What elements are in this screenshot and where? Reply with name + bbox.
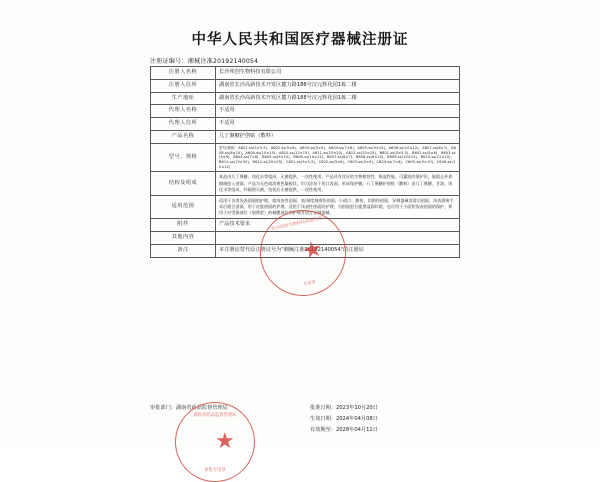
- agency-seal-icon: 湖南省药品监督管理局 ★ 审批专用章: [175, 402, 255, 482]
- company-seal-bottom-text: 专用章: [302, 280, 317, 288]
- row-value: 湖南省长沙高新技术开发区麓力路188号汉元辉化园1栋二楼: [216, 92, 460, 105]
- row-label: 备注: [151, 244, 216, 257]
- row-value: 本注册证替代原注册证号为"湘械注准20192140054"的注册证: [216, 244, 460, 257]
- table-row: [151, 118, 460, 131]
- row-value: 不适用: [216, 105, 460, 118]
- issue-date-value: 2023年10月20日: [335, 405, 378, 411]
- certificate-table: [150, 66, 460, 258]
- table-row: [151, 232, 460, 245]
- row-label: 生产地址: [151, 92, 216, 105]
- row-value: 几丁聚糖护创贴（敷料）: [216, 130, 460, 143]
- row-label: 产品名称: [151, 130, 216, 143]
- certificate-footer: [150, 404, 460, 437]
- table-row: [151, 172, 460, 195]
- effective-date-label: 生效日期：: [310, 416, 336, 422]
- page-title: 中华人民共和国医疗器械注册证: [191, 31, 409, 48]
- row-value: 产品技术要求: [216, 219, 460, 232]
- row-label: 注册人住所: [151, 79, 216, 92]
- row-label: 其他内容: [151, 232, 216, 245]
- table-row: [151, 92, 460, 105]
- row-label: 适用范围: [151, 195, 216, 218]
- company-seal-top-text: 长沙邦创生物科技有限公司: [271, 216, 323, 232]
- table-row: [151, 79, 460, 92]
- expiry-date-label: 有效期至：: [310, 427, 336, 433]
- row-label: 结构及组成: [151, 172, 216, 195]
- row-label: 代理人住所: [151, 118, 216, 131]
- row-value: 适用于各类浅表创面的护理，如浅表性创面、表浅Ⅰ度烧烫伤创面、小创口、擦伤、切割伤创面、穿刺器械消毒后创面，浅表溃疡手术后缝合创面，用于皮肤创面的护理。适用于浅表性创面的护理，为创面愈合提供湿润环境，也可用于小面积浅表创面的保护，和用于对受损部位（如鼻腔）的黏膜部位的护理并固定穿刺器械。: [216, 195, 460, 218]
- row-value: 不适用: [216, 118, 460, 131]
- row-value: 本品由几丁聚糖、纯化水等组成，无菌提供，一次性使用。产品具有良好的生物相容性、吸湿性能、可灌流的保护层，能阻止外界细菌侵入创面。产品为无色或淡黄色凝胶状，均匀涂布于伤口表面，形成保护膜。几丁聚糖护创贴（敷料）由几丁聚糖、甘油、纯化水等组成，经辐照灭菌，包装后无菌提供，一次性使用。: [216, 172, 460, 195]
- effective-date-value: 2024年04月08日: [335, 416, 378, 422]
- row-value: 型号/规格：A601-ss(5×5.5)、A602-ss(5×6)、A603-ss(5×9)、A604-ss(7×8)、A605-ss(9×10)、A606-ss(10×12)、A607-ss(6×7)、A608-ss(8×10)、A609-ss(10×15)、A610-ss(12×15)、A611-ss(15×20)、A612-ss(20×25)、B601-ss(5×5.5)、B602-ss(5×6)、B603-ss(5×9)、B604-ss(7×8)、B605-ss(9×10)、B606-ss(10×12)、B607-ss(6×7)、B608-ss(8×10)、B609-ss(10×15)、B610-ss(12×15)、B611-ss(15×20)、B612-ss(20×25)、C601-ss(5×5.5)、C602-ss(5×6)、C603-ss(5×9)、C604-ss(7×8)、C605-ss(9×10)、C606-ss(10×12): [216, 143, 460, 172]
- issue-date-label: 批准日期：: [310, 405, 336, 411]
- table-row: [151, 105, 460, 118]
- table-row: [151, 67, 460, 80]
- table-row: [151, 244, 460, 257]
- table-row: [151, 219, 460, 232]
- row-label: 注册人名称: [151, 67, 216, 80]
- table-row: [151, 195, 460, 218]
- row-value: 湖南省长沙高新技术开发区麓力路188号汉元辉化园1栋二楼: [216, 79, 460, 92]
- approval-department-value: 湖南省药品监督管理局: [175, 405, 228, 411]
- agency-seal-top-text: 湖南省药品监督管理局: [193, 413, 237, 418]
- expiry-date-value: 2028年04月11日: [335, 427, 378, 433]
- row-label: 代理人名称: [151, 105, 216, 118]
- registration-number: 注册证编号：湘械注准20192140054: [150, 58, 259, 65]
- row-value: 长沙邦创生物科技有限公司: [216, 67, 460, 80]
- row-value: [216, 232, 460, 245]
- agency-seal-bottom-text: 审批专用章: [204, 468, 226, 473]
- approval-department-label: 审批部门：: [150, 405, 176, 411]
- row-label: 型号、规格: [151, 143, 216, 172]
- table-row: [151, 143, 460, 172]
- table-row: [151, 130, 460, 143]
- row-label: 附件: [151, 219, 216, 232]
- company-seal-icon: 长沙邦创生物科技有限公司 ★ 专用章: [252, 202, 354, 304]
